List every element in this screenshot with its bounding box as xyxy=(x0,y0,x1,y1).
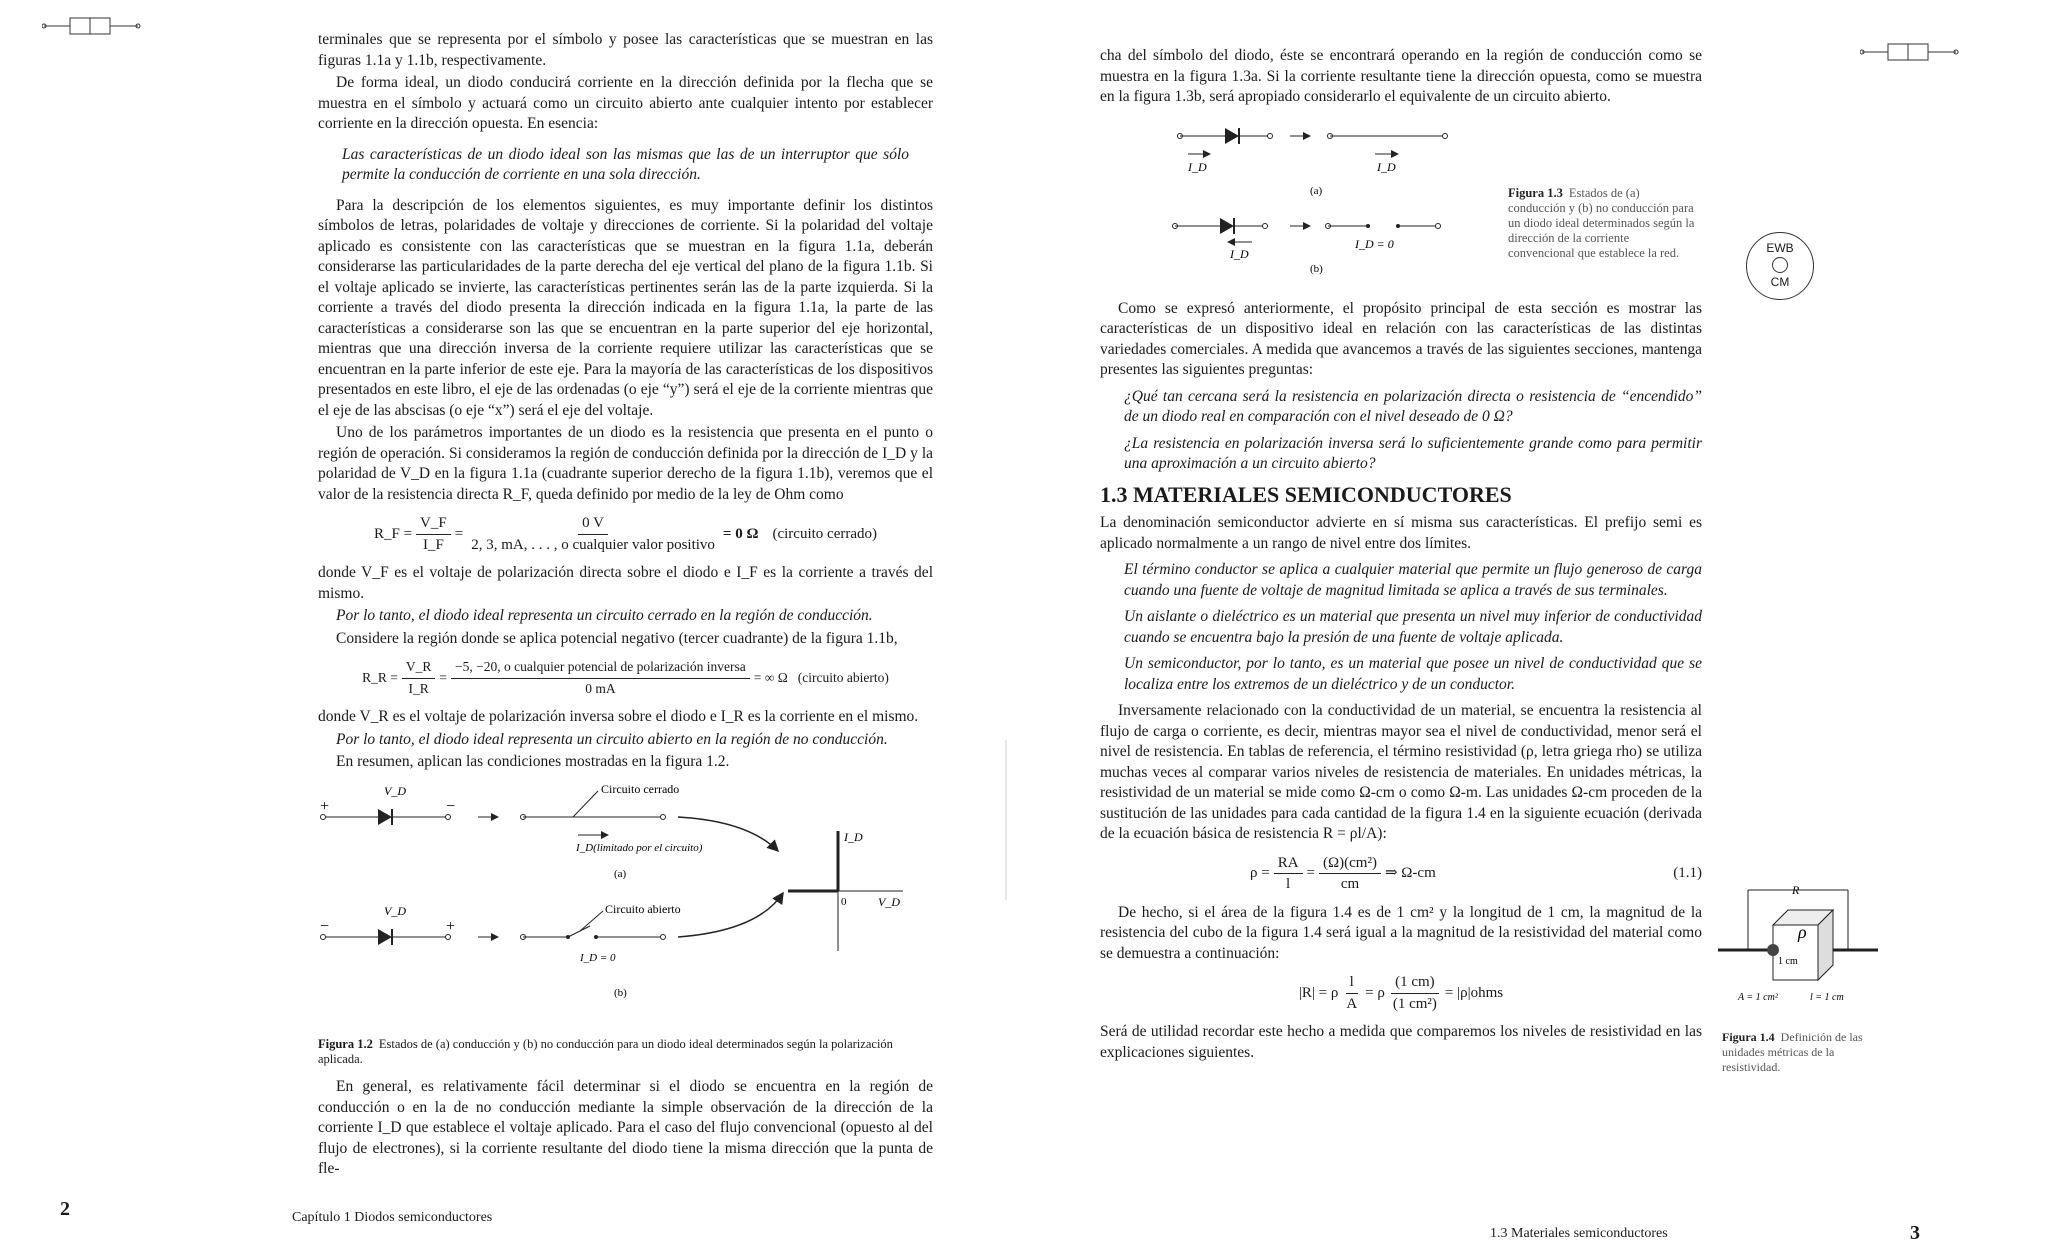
badge-bottom-text: CM xyxy=(1770,275,1790,289)
axis-id-label: I_D xyxy=(844,829,863,844)
eq-den: I_R xyxy=(408,680,429,696)
caption-text: Definición de las unidades métricas de la resistividad. xyxy=(1722,1030,1863,1074)
eq-note: (circuito abierto) xyxy=(797,669,889,685)
eq-lhs: R_R = xyxy=(362,669,398,685)
equation-1-1: ρ = $\frac{RA}{l}$ = $\frac{\text{(Ω)(cm²)}}{cm}$ ⇒ Ω-cm (1.1) xyxy=(1100,853,1702,895)
right-column xyxy=(1100,46,1702,1065)
paragraph: Uno de los parámetros importantes de un diodo es la resistencia que presenta en el punto o región de operación. Si consideramos la región de conducción definida por la dirección de I_D y la polaridad de V_D en la figura 1.1a (cuadrante superior derecho de la figura 1.1b), veremos que el valor de la resistencia directa R_F, queda definido por medio de la ley de Ohm como xyxy=(318,424,933,503)
label-b: (b) xyxy=(1310,262,1323,275)
equation-number: (1.1) xyxy=(1673,865,1702,882)
rho-label: ρ xyxy=(1798,922,1807,942)
section-heading: 1.3 MATERIALES SEMICONDUCTORES xyxy=(1100,481,1512,507)
minus-sign: − xyxy=(446,797,456,815)
equation-resistance-cube xyxy=(1100,972,1702,1014)
length-label: l = 1 cm xyxy=(1810,992,1844,1003)
paragraph: Como se expresó anteriormente, el propósito principal de esta sección es mostrar las características de un dispositivo ideal en relación con las características de las distintas variedades comerciales. A medida que avancemos a través de las siguientes secciones, mantenga presentes las siguientes preguntas: xyxy=(1100,299,1702,378)
eq-result: = |ρ|ohms xyxy=(1444,984,1504,1001)
paragraph: En resumen, aplican las condiciones mostradas en la figura 1.2. xyxy=(336,753,730,770)
paragraph: En general, es relativamente fácil determinar si el diodo se encuentra en la región de conducción o en la de no conducción mediante la simple observación de la dirección de la corriente I_D que establece el voltaje aplicado. Para el caso del flujo convencional (opuesto al del flujo de electrones), si la corriente resultante del diodo tiene la misma dirección que la punta de fle- xyxy=(318,1078,933,1177)
eq-num: V_F xyxy=(416,513,451,535)
figure-1-2-diagram xyxy=(318,781,933,1031)
paragraph: Por lo tanto, el diodo ideal representa un circuito cerrado en la región de conducción. xyxy=(336,607,873,624)
eq-note: (circuito cerrado) xyxy=(772,525,878,542)
paragraph: Será de utilidad recordar este hecho a medida que comparemos los niveles de resistividad en las explicaciones siguientes. xyxy=(1100,1023,1702,1061)
caption-text: Estados de (a) conducción y (b) no conducción para un diodo ideal determinados según la polarización aplicada. xyxy=(318,1037,893,1066)
question: ¿Qué tan cercana será la resistencia en polarización directa o resistencia de “encendido” de un diodo real en comparación con el nivel deseado de 0 Ω? xyxy=(1124,387,1702,425)
eq-num: (1 cm) xyxy=(1391,972,1439,994)
caption-number: Figura 1.3 xyxy=(1508,185,1563,200)
id-limited-label: I_D(limitado por el circuito) xyxy=(576,841,703,854)
ewb-cm-badge-icon xyxy=(1746,232,1814,300)
eq-lhs: |R| = ρ xyxy=(1298,984,1339,1001)
page-number: 2 xyxy=(60,1198,70,1220)
badge-top-text: EWB xyxy=(1766,241,1794,255)
paragraph: Para la descripción de los elementos siguientes, es muy importante definir los distintos símbolos de letras, polaridades de voltaje y direcciones de corriente. Si la polaridad del voltaje aplicado es consistente con las características que se muestran en la figura 1.1a, deberán considerarse las particularidades de la parte derecha del eje vertical del plano de la figura 1.1b. Si el voltaje aplicado se invierte, las características pertinentes serán las de la parte izquierda. Si la corriente a través del diodo presenta la dirección indicada en la figura 1.1a, la parte de las características a considerarse son las que se encuentran en la parte superior del eje horizontal, mientras que una dirección inversa de la corriente requiere utilizar las características que se encuentran en la parte inferior de este eje. Para la mayoría de las características de los dispositivos presentados en este libro, el eje de las ordenadas (o eje “y”) será el eje de la corriente mientras que el eje de las abscisas (o eje “x”) será el eje del voltaje. xyxy=(318,196,933,419)
eq-den: 0 mA xyxy=(585,680,616,696)
eq-num: l xyxy=(1346,972,1358,994)
fraction xyxy=(1342,972,1361,1014)
eq-mid: = ρ xyxy=(1365,984,1385,1001)
paragraph: Inversamente relacionado con la conductividad de un material, se encuentra la resistencia al flujo de carga o corriente, es decir, mientras mayor sea el nivel de conductividad, menor será el nivel de resistencia. En tablas de referencia, el término resistividad (ρ, letra griega rho) se utiliza muchas veces al comparar varios niveles de resistencia de materiales. En unidades métricas, la resistividad de un material se mide como Ω-cm o como Ω-m. Las unidades Ω-cm proceden de la sustitución de las unidades para cada cantidad de la figura 1.4 en la siguiente ecuación (derivada de la ecuación básica de resistencia R = ρl/A): xyxy=(1100,702,1702,842)
plus-sign: + xyxy=(446,917,456,935)
ideal-diode-quote: Las características de un diodo ideal son las mismas que las de un interruptor que sólo permite la conducción de corriente en una sola dirección. xyxy=(342,145,909,183)
diode-symbol-icon xyxy=(378,809,392,825)
page-gutter xyxy=(1005,740,1007,900)
left-page xyxy=(0,0,1010,1244)
eq-den: 2, 3, mA, . . . , o cualquier valor positivo xyxy=(471,536,715,553)
paragraph: De hecho, si el área de la figura 1.4 es de 1 cm² y la longitud de 1 cm, la magnitud de la resistencia del cubo de la figura 1.4 será igual a la magnitud de la resistividad del material como se demuestra a continuación: xyxy=(1100,903,1702,962)
figure-1-4-diagram xyxy=(1718,880,1878,1020)
id-label: I_D xyxy=(1377,159,1396,174)
caption-number: Figura 1.4 xyxy=(1722,1030,1775,1044)
diode-symbol-icon xyxy=(1225,128,1239,144)
eq-num: V_R xyxy=(402,657,436,679)
vd-label: V_D xyxy=(384,903,406,918)
diode-symbol-icon xyxy=(378,929,392,945)
caption-text: Estados de (a) conducción y (b) no conducción para un diodo ideal determinados según la dirección de la corriente convencional que establece la red. xyxy=(1508,185,1695,260)
eq-num: −5, −20, o cualquier potencial de polarización inversa xyxy=(451,657,750,679)
running-footer: 1.3 Materiales semiconductores xyxy=(1490,1226,1668,1241)
id-zero-label: I_D = 0 xyxy=(580,951,616,964)
fraction xyxy=(416,513,451,555)
caption-number: Figura 1.2 xyxy=(318,1037,373,1051)
fraction xyxy=(1319,853,1381,895)
question: ¿La resistencia en polarización inversa será lo suficientemente grande como para permitir una aproximación a un circuito abierto? xyxy=(1124,434,1702,472)
eq-num: 0 V xyxy=(578,513,608,535)
open-circuit-label: Circuito abierto xyxy=(605,901,681,916)
figure-1-3 xyxy=(1100,116,1702,291)
fraction xyxy=(451,657,750,699)
closed-circuit-label: Circuito cerrado xyxy=(601,781,680,796)
fraction xyxy=(402,657,436,699)
diode-logo-icon xyxy=(42,14,142,38)
plus-sign: + xyxy=(320,797,330,815)
figure-1-2 xyxy=(318,781,933,1068)
diode-symbol-icon xyxy=(1220,218,1234,234)
paragraph: Por lo tanto, el diodo ideal representa un circuito abierto en la región de no conducción. xyxy=(336,730,888,748)
definition-semiconductor: Un semiconductor, por lo tanto, es un material que posee un nivel de conductividad que se localiza entre los extremos de un dieléctrico y de un conductor. xyxy=(1124,655,1702,693)
eq-num: (Ω)(cm²) xyxy=(1319,853,1381,875)
eq-result: = ∞ Ω xyxy=(753,669,788,685)
disc-icon xyxy=(1772,257,1788,273)
paragraph: Considere la región donde se aplica potencial negativo (tercer cuadrante) de la figura 1.1b, xyxy=(336,629,898,647)
paragraph: donde V_F es el voltaje de polarización directa sobre el diodo e I_F es la corriente a través del mismo. xyxy=(318,564,933,602)
definition-conductor: El término conductor se aplica a cualquier material que permite un flujo generoso de carga cuando una fuente de voltaje de magnitud limitada se aplica a través de sus terminales. xyxy=(1124,561,1702,599)
r-label: R xyxy=(1792,883,1800,897)
eq-lhs: ρ = xyxy=(1250,865,1270,882)
eq-num: RA xyxy=(1274,853,1303,875)
label-b: (b) xyxy=(614,986,627,999)
cube-front xyxy=(1773,925,1818,980)
page-number: 3 xyxy=(1910,1222,1920,1244)
equation-forward-resistance: R_F = $\frac{V\_F}{I\_F}$ = $\frac{0 V}{\text{2, 3, mA, . . . , o cualquier valor positivo}}$ = 0 Ω (circuito cerrado) xyxy=(318,513,933,555)
minus-sign: − xyxy=(320,917,330,935)
paragraph: De forma ideal, un diodo conducirá corriente en la dirección definida por la flecha que se muestra en el símbolo y actuará como un circuito abierto ante cualquier intento por establecer corriente en la dirección opuesta. En esencia: xyxy=(318,74,933,132)
paragraph: terminales que se representa por el símbolo y posee las características que se muestran en las figuras 1.1a y 1.1b, respectivamente. xyxy=(318,31,933,69)
fraction xyxy=(1274,853,1303,895)
paragraph: La denominación semiconductor advierte en sí misma sus características. El prefijo semi es aplicado normalmente a un rango de nivel entre dos límites. xyxy=(1100,514,1702,552)
id-label: I_D xyxy=(1188,159,1207,174)
id-zero-label: I_D = 0 xyxy=(1355,236,1394,251)
eq-den: (1 cm²) xyxy=(1392,995,1437,1012)
eq-result: = 0 Ω xyxy=(722,525,759,542)
paragraph: donde V_R es el voltaje de polarización inversa sobre el diodo e I_R es la corriente en el mismo. xyxy=(318,708,919,725)
eq-den: l xyxy=(1286,876,1291,892)
definition-insulator: Un aislante o dieléctrico es un material que presenta un nivel muy inferior de conductividad cuando se encuentra bajo la presión de una fuente de voltaje aplicada. xyxy=(1124,608,1702,646)
diode-logo-icon xyxy=(1860,40,1960,64)
edge-label: 1 cm xyxy=(1778,956,1798,967)
vd-label: V_D xyxy=(384,783,406,798)
label-a: (a) xyxy=(614,867,627,880)
right-page xyxy=(1010,0,2048,1244)
origin-label: 0 xyxy=(841,895,847,908)
label-a: (a) xyxy=(1310,184,1323,197)
figure-1-2-caption xyxy=(318,1037,933,1067)
figure-1-3-caption xyxy=(1508,186,1698,261)
figure-1-3-diagram xyxy=(1170,116,1500,291)
axis-vd-label: V_D xyxy=(878,894,900,909)
fraction xyxy=(1389,972,1441,1014)
paragraph: cha del símbolo del diodo, éste se encontrará operando en la región de conducción como se muestra en la figura 1.3a. Si la corriente resultante tiene la dirección opuesta, como se muestra en la figura 1.3b, será apropiado considerarlo el equivalente de un circuito abierto. xyxy=(1100,47,1702,105)
eq-den: A xyxy=(1346,995,1358,1012)
id-label: I_D xyxy=(1230,246,1249,261)
left-column xyxy=(318,30,933,1182)
fraction xyxy=(467,513,719,555)
eq-lhs: R_F = xyxy=(373,525,413,542)
eq-den: I_F xyxy=(422,536,444,553)
figure-1-4-caption xyxy=(1722,1030,1882,1075)
eq-result: ⇒ Ω-cm xyxy=(1384,865,1436,882)
area-label: A = 1 cm² xyxy=(1738,992,1778,1003)
equation-reverse-resistance: R_R = $\frac{V\_R}{I\_R}$ = $\frac{\text{−5, −20, o cualquier potencial de polarización inversa}}{0 mA}$ = ∞ Ω (circuito abierto) xyxy=(318,657,933,699)
eq-den: cm xyxy=(1340,876,1360,892)
running-footer: Capítulo 1 Diodos semiconductores xyxy=(292,1210,493,1225)
